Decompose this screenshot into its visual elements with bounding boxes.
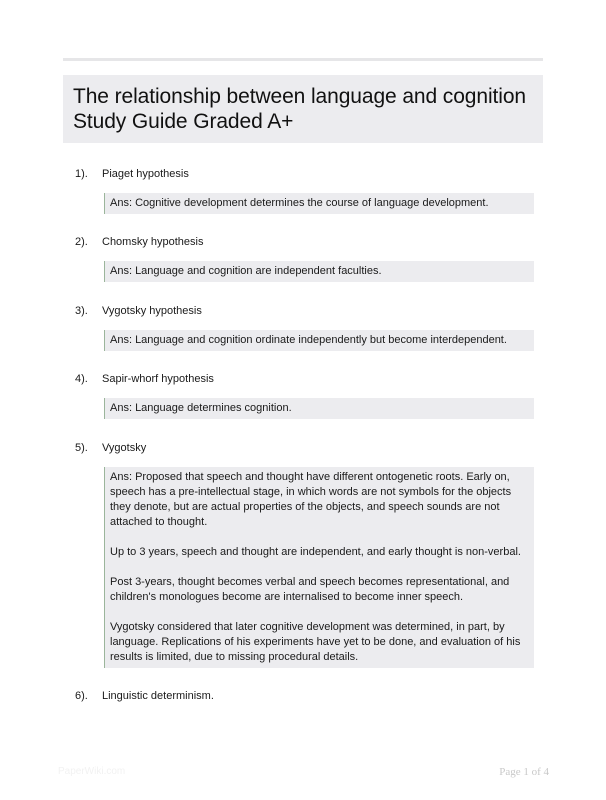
- question-text: Linguistic determinism.: [102, 690, 214, 702]
- answer-paragraph: Post 3-years, thought becomes verbal and speech becomes representational, and children's monologues become are internalised to become inner speech.: [110, 576, 510, 603]
- question-number: 3).: [75, 305, 88, 317]
- question-number: 1).: [75, 168, 88, 180]
- title-banner: [63, 75, 543, 143]
- answer-box: [104, 261, 534, 282]
- question-text: Piaget hypothesis: [102, 168, 189, 180]
- answer-box: [104, 467, 534, 668]
- question-item-1: [75, 166, 535, 214]
- question-item-3: [75, 303, 535, 351]
- answer-box: [104, 398, 534, 419]
- answer-text: Ans: Language and cognition ordinate independently but become interdependent.: [110, 334, 507, 346]
- answer-paragraph: Up to 3 years, speech and thought are independent, and early thought is non-verbal.: [110, 546, 521, 558]
- question-item-4: [75, 371, 535, 419]
- top-divider: [63, 58, 543, 61]
- question-text: Vygotsky hypothesis: [102, 305, 202, 317]
- question-item-6: [75, 688, 535, 704]
- answer-text: Ans: Language determines cognition.: [110, 402, 292, 414]
- question-number: 6).: [75, 690, 88, 702]
- answer-text: Ans: Language and cognition are independent faculties.: [110, 265, 382, 277]
- question-number: 5).: [75, 442, 88, 454]
- answer-paragraph: Vygotsky considered that later cognitive development was determined, in part, by language. Replications of his experiments have yet to be done, and evaluation of his results is limited, due to missing procedural details.: [110, 621, 521, 663]
- answer-box: [104, 193, 534, 214]
- watermark-text: PaperWiki.com: [58, 766, 126, 777]
- question-text: Sapir-whorf hypothesis: [102, 373, 214, 385]
- question-number: 4).: [75, 373, 88, 385]
- page-title: The relationship between language and cognition Study Guide Graded A+: [73, 85, 526, 133]
- question-text: Vygotsky: [102, 442, 147, 454]
- question-item-5: [75, 440, 535, 668]
- answer-paragraph: Ans: Proposed that speech and thought have different ontogenetic roots. Early on, speech has a pre-intellectual stage, in which words are not symbols for the objects they denote, but are actual properties of the objects, and speech sounds are not attached to thought.: [110, 471, 512, 528]
- question-number: 2).: [75, 236, 88, 248]
- answer-text: Ans: Cognitive development determines the course of language development.: [110, 197, 489, 209]
- page-indicator: Page 1 of 4: [499, 766, 549, 778]
- question-item-2: [75, 234, 535, 282]
- question-text: Chomsky hypothesis: [102, 236, 204, 248]
- answer-box: [104, 330, 534, 351]
